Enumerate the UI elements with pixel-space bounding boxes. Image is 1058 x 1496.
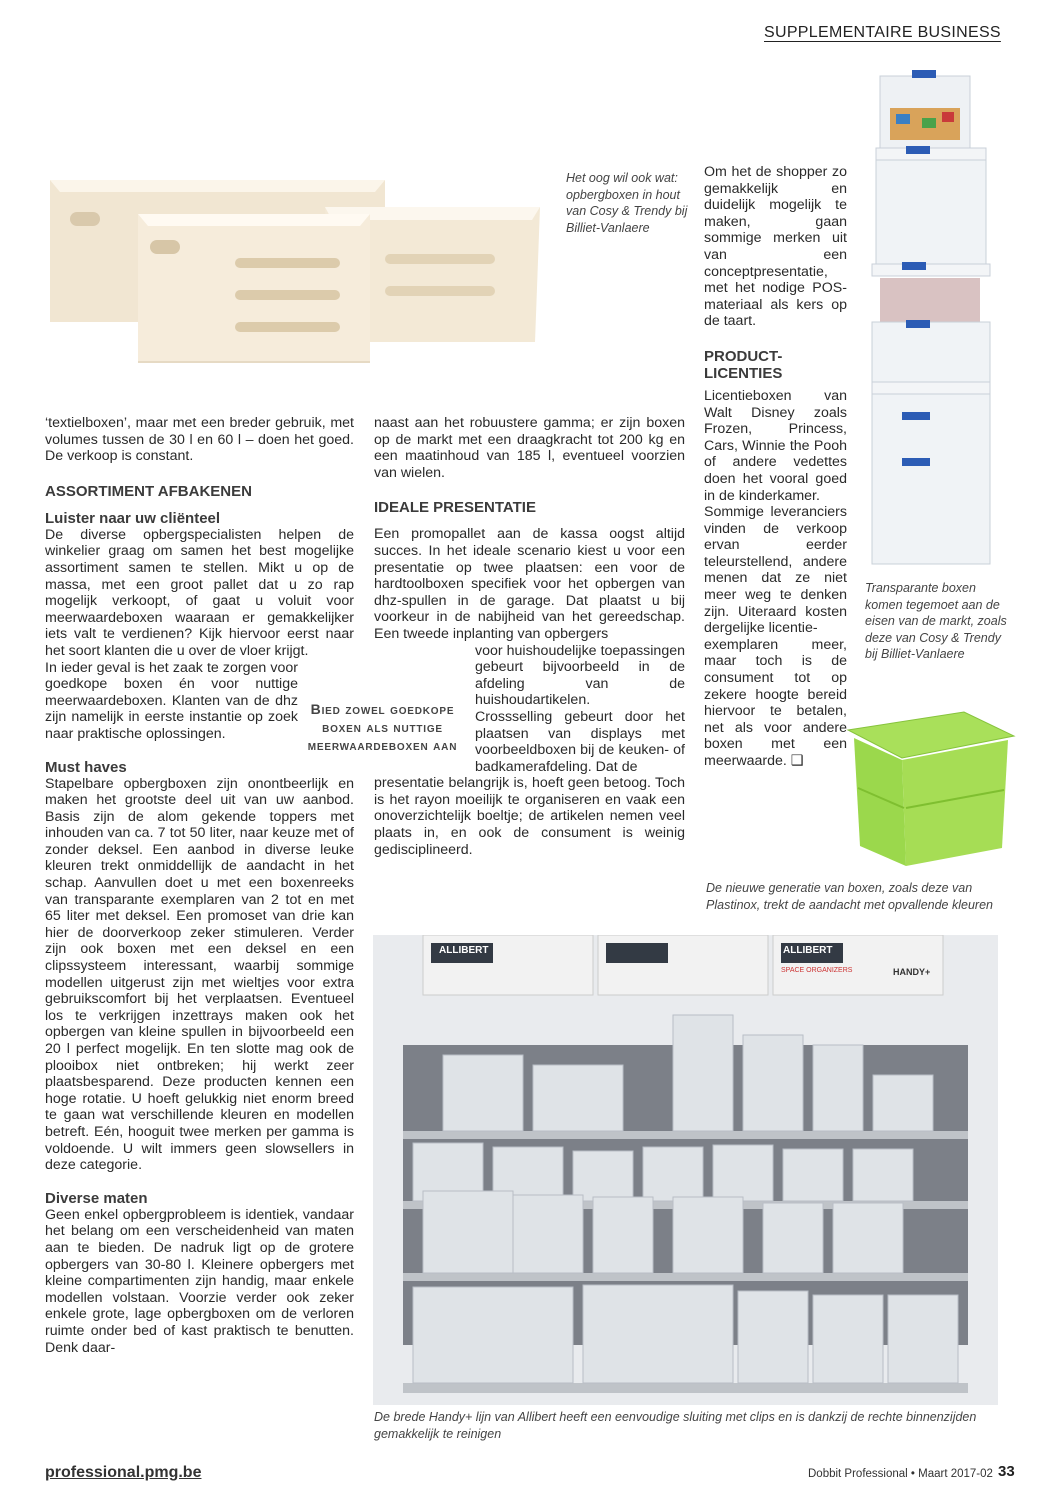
- col2-paragraph-3a: Crossselling gebeurt door het plaatsen van displays met voorbeeldboxen bij de keuken- of badkamerafdeling. Dat de: [475, 708, 685, 775]
- store-sign-brand-2: ALLIBERT: [783, 945, 833, 956]
- caption-wooden: Het oog wil ook wat: opbergboxen in hout van Cosy & Trendy bij Billiet-Vanlaere: [566, 171, 688, 235]
- pull-quote: Bied zowel goedkope boxen als nuttige meerwaardeboxen aan: [307, 701, 458, 753]
- footer-publication: Dobbit Professional • Maart 2017-02: [808, 1468, 993, 1480]
- col3-paragraph-1: Om het de shopper zo gemakkelijk en duidelijk mogelijk te maken, gaan sommige merken uit van een conceptpresentatie, met het nodige POS-materiaal als kers op de taart.: [704, 164, 847, 330]
- column-1: [45, 415, 354, 1356]
- col1-paragraph-4: Geen enkel opbergprobleem is identiek, vandaar het belang om een verscheidenheid van maten aan te bieden. De nadruk ligt op de grotere opbergers van 30-80 l. Kleinere opbergers met kleine compartimenten zijn handig, maar enkele modellen volstaan. Voorzie verder ook zeker enkele grote, lage opbergboxen om de verloren ruimte onder bed of kast praktisch te benutten. Denk daar-: [45, 1206, 354, 1356]
- col3-paragraph-2: Licentieboxen van Walt Disney zoals Frozen, Princess, Cars, Winnie the Pooh of andere vedettes doen het vooral goed in de kinderkamer.: [704, 387, 847, 504]
- page-number: 33: [998, 1463, 1015, 1480]
- col2-paragraph-1: naast aan het robuustere gamma; er zijn boxen op de markt met een draagkracht tot 200 kg en een maatinhoud van 185 l, eventueel voorzien van wielen.: [374, 415, 685, 481]
- store-sign-line: HANDY+: [893, 967, 931, 977]
- col2-paragraph-2b: voor huishoudelijke toepassingen gebeurt bijvoorbeeld in de afdeling van de huishoudartikelen.: [475, 642, 685, 709]
- col1-intro: ‘textielboxen’, maar met een breder gebruik, met volumes tussen de 30 l en 60 l – doen het goed. De verkoop is constant.: [45, 415, 354, 465]
- column-2: [374, 415, 685, 858]
- col2-paragraph-3b: presentatie belangrijk is, hoeft geen betoog. Toch is het rayon moeilijk te organiseren en vaak een onoverzichtelijk boeltje; de artikelen nemen veel plaats in, en ook de consument is weinig gedisciplineerd.: [374, 775, 685, 858]
- footer-url[interactable]: professional.pmg.be: [45, 1464, 202, 1481]
- transparent-stacked-boxes-photo: [862, 68, 992, 568]
- heading-assortiment: ASSORTIMENT AFBAKENEN: [45, 482, 252, 500]
- subheading-clienteel: Luister naar uw cliënteel: [45, 509, 221, 527]
- col2-paragraph-2a: Een promopallet aan de kassa oogst altijd succes. In het ideale scenario kiest u voor een presentatie op twee plaatsen: een voor de hardtoolboxen specifiek voor het opbergen van dhz-spullen in de garage. Dat plaatst u bij voorkeur in de nabijheid van het gereedschap. Een tweede inplanting van opbergers: [374, 526, 685, 642]
- col3-paragraph-3b: exemplaren meer, maar toch is de consument tot op zekere hoogte bereid hiervoor te betalen, net als voor andere boxen met een meerwaarde. ❑: [704, 636, 847, 769]
- col1-paragraph-2: In ieder geval is het zaak te zorgen voor goedkope boxen én voor nuttige meerwaardeboxen. Klanten van de dhz zijn namelijk in eerste instantie op zoek naar praktische oplossingen.: [45, 659, 298, 742]
- subheading-diverse-maten: Diverse maten: [45, 1189, 148, 1207]
- section-header: SUPPLEMENTAIRE BUSINESS: [764, 24, 1001, 41]
- caption-store: De brede Handy+ lijn van Allibert heeft een eenvoudige sluiting met clips en is dankzij de rechte binnenzijden gemakkelijk te reinigen: [374, 1410, 977, 1441]
- heading-ideale-presentatie: IDEALE PRESENTATIE: [374, 499, 536, 517]
- allibert-store-display-photo: [373, 935, 998, 1405]
- store-sign-brand: ALLIBERT: [439, 945, 489, 956]
- col1-paragraph-1: De diverse opbergspecialisten helpen de winkelier graag om samen het best mogelijke assortiment samen te stellen. Mikt u op de massa, met een groot pallet dat u zo rap mogelijk verkoopt, of gaat u voluit voor meerwaardeboxen waaraan er gemakkelijker iets valt te verdienen? Kijk hiervoor eerst naar het soort klanten die u over de vloer krijgt.: [45, 526, 354, 659]
- heading-productlicenties: PRODUCT-LICENTIES: [704, 347, 783, 382]
- wooden-crates-photo: [40, 162, 552, 374]
- col1-paragraph-3: Stapelbare opbergboxen zijn onontbeerlijk en maken het grootste deel uit van uw aanbod. Basis zijn de alom gekende toppers met inhouden van ca. 7 tot 50 liter, naar keuze met of zonder deksel. Een aanbod in diverse leuke kleuren trekt onmiddellijk de aandacht in het schap. Aanvullen doet u met een boxenreeks van transparante exemplaren van 2 tot en met 65 liter met deksel. Een promoset van drie kan hier de doorverkoop zeker stimuleren. Verder zijn ook boxen met een deksel en een clipssysteem interessant, waarbij sommige modellen uitgerust zijn met wieltjes voor extra gebruikscomfort bij het verplaatsen. Eventueel los te verkrijgen inzettrays maken ook het opbergen van kleine spullen in bijvoorbeeld een 20 l perfect mogelijk. En ten slotte mag ook de plooibox niet ontbreken; hij werkt zeer plaatsbesparend. Deze producten kennen een hoge rotatie. U hoeft gelukkig niet enorm breed te gaan wat verschillende kleuren en modellen betreft. Eén, hooguit twee merken per gamma is voldoende. U wilt immers geen slowsellers in deze categorie.: [45, 775, 354, 1174]
- caption-transparent: Transparante boxen komen tegemoet aan de eisen van de markt, zoals deze van Cosy & Trendy bij Billiet-Vanlaere: [865, 581, 1007, 661]
- green-storage-box-photo: [846, 708, 1016, 868]
- subheading-must-haves: Must haves: [45, 758, 127, 776]
- store-sign-tagline: SPACE ORGANIZERS: [781, 967, 853, 974]
- column-3: [704, 164, 847, 770]
- col3-paragraph-3a: Sommige leveranciers vinden de verkoop ervan eerder teleurstellend, andere menen dat ze niet meer weg te denken zijn. Uiteraard kosten dergelijke licentie-: [704, 504, 847, 637]
- caption-green: De nieuwe generatie van boxen, zoals deze van Plastinox, trekt de aandacht met opvallende kleuren: [706, 881, 993, 912]
